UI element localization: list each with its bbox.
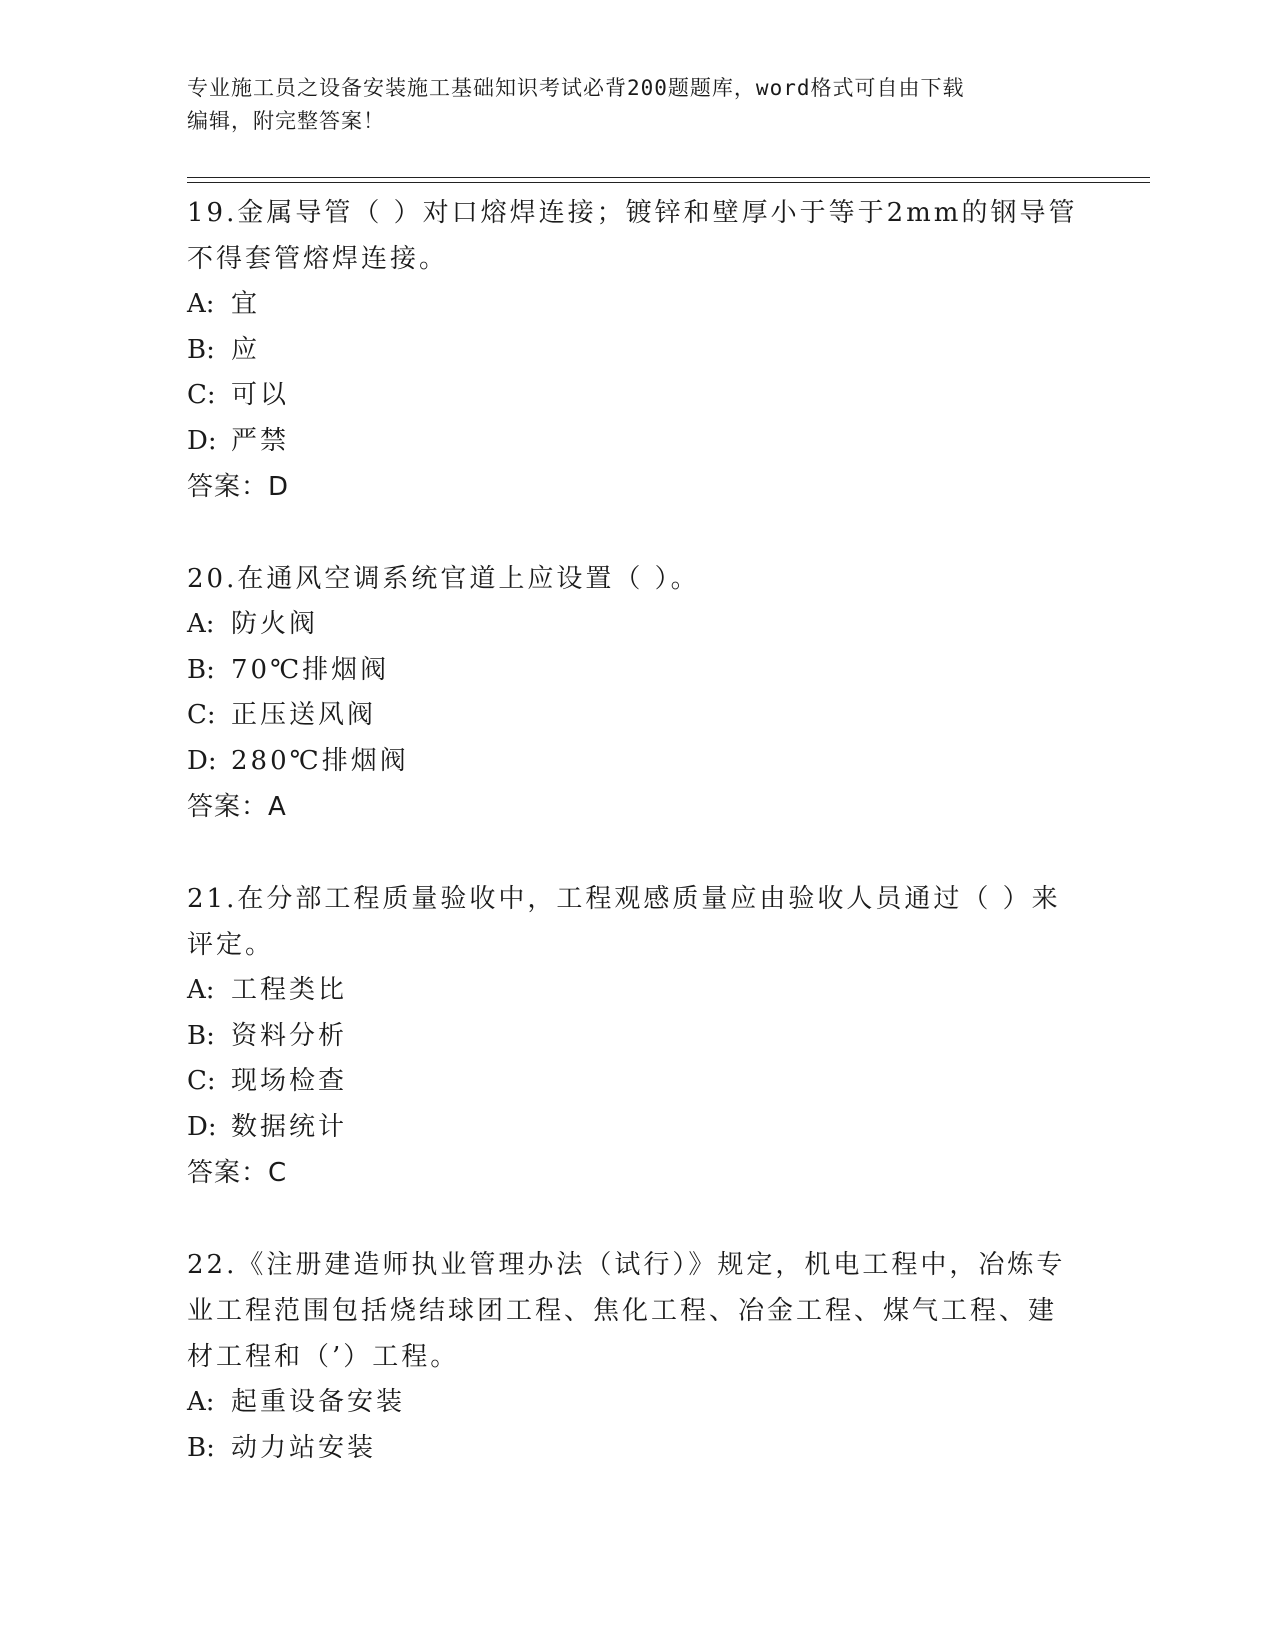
option-letter: D: bbox=[187, 425, 217, 456]
question-19 bbox=[187, 190, 1087, 510]
question-stem bbox=[187, 190, 1087, 282]
header-line-1: 专业施工员之设备安装施工基础知识考试必背200题题库，word格式可自由下载 bbox=[187, 76, 965, 100]
question-21 bbox=[187, 876, 1087, 1196]
answer-line: 答案：A bbox=[187, 792, 287, 822]
option-letter: A: bbox=[187, 1387, 215, 1417]
stem-line: 20.在通风空调系统官道上应设置（ ）。 bbox=[187, 564, 700, 594]
option-letter: C: bbox=[187, 380, 216, 410]
option-d bbox=[187, 1105, 1087, 1151]
option-c bbox=[187, 1059, 1087, 1105]
stem-line: 材工程和（’）工程。 bbox=[187, 1342, 460, 1372]
question-stem bbox=[187, 876, 1087, 968]
question-list bbox=[187, 190, 1087, 1517]
question-stem bbox=[187, 556, 1087, 602]
option-letter: B: bbox=[187, 1020, 215, 1051]
option-b bbox=[187, 1014, 1087, 1060]
option-text: 工程类比 bbox=[231, 975, 348, 1005]
stem-line: 不得套管熔焊连接。 bbox=[187, 244, 449, 274]
option-c bbox=[187, 693, 1087, 739]
option-letter: B: bbox=[187, 334, 215, 365]
option-text: 应 bbox=[231, 334, 261, 365]
option-a bbox=[187, 282, 1087, 328]
option-text: 防火阀 bbox=[231, 609, 319, 639]
option-b bbox=[187, 1426, 1087, 1472]
option-letter: D: bbox=[187, 1111, 217, 1142]
stem-line: 业工程范围包括烧结球团工程、焦化工程、冶金工程、煤气工程、建 bbox=[187, 1296, 1058, 1326]
option-a bbox=[187, 968, 1087, 1014]
option-text: 资料分析 bbox=[231, 1020, 348, 1051]
option-b bbox=[187, 648, 1087, 694]
stem-line: 21.在分部工程质量验收中，工程观感质量应由验收人员通过（ ）来 bbox=[187, 884, 1061, 914]
option-text: 正压送风阀 bbox=[231, 700, 377, 730]
option-c bbox=[187, 373, 1087, 419]
option-d bbox=[187, 419, 1087, 465]
option-text: 起重设备安装 bbox=[231, 1387, 406, 1417]
stem-line: 评定。 bbox=[187, 930, 275, 960]
option-text: 动力站安装 bbox=[231, 1432, 377, 1463]
option-b bbox=[187, 328, 1087, 374]
option-letter: D: bbox=[187, 745, 217, 776]
header-divider-top bbox=[187, 177, 1150, 178]
question-20 bbox=[187, 556, 1087, 830]
document-header bbox=[187, 72, 1067, 138]
option-letter: B: bbox=[187, 1432, 215, 1463]
option-letter: A: bbox=[187, 609, 215, 639]
option-letter: C: bbox=[187, 1066, 216, 1096]
option-text: 严禁 bbox=[231, 425, 290, 456]
option-d bbox=[187, 739, 1087, 785]
option-text: 280℃排烟阀 bbox=[231, 745, 409, 776]
stem-line: 22.《注册建造师执业管理办法（试行）》规定，机电工程中，冶炼专 bbox=[187, 1250, 1066, 1280]
question-22 bbox=[187, 1242, 1087, 1471]
answer-line: 答案：D bbox=[187, 472, 290, 502]
option-letter: B: bbox=[187, 654, 215, 685]
option-text: 可以 bbox=[231, 380, 290, 410]
option-a bbox=[187, 602, 1087, 648]
option-text: 现场检查 bbox=[231, 1066, 348, 1096]
option-text: 宜 bbox=[231, 289, 261, 319]
header-line-2: 编辑，附完整答案！ bbox=[187, 109, 385, 133]
option-letter: C: bbox=[187, 700, 216, 730]
option-text: 70℃排烟阀 bbox=[231, 654, 390, 685]
option-text: 数据统计 bbox=[231, 1111, 348, 1142]
answer-line: 答案：C bbox=[187, 1158, 288, 1188]
option-letter: A: bbox=[187, 289, 215, 319]
question-stem bbox=[187, 1242, 1087, 1380]
header-divider-bottom bbox=[187, 182, 1150, 183]
option-a bbox=[187, 1380, 1087, 1426]
option-letter: A: bbox=[187, 975, 215, 1005]
stem-line: 19.金属导管（ ）对口熔焊连接；镀锌和壁厚小于等于2mm的钢导管 bbox=[187, 198, 1078, 228]
